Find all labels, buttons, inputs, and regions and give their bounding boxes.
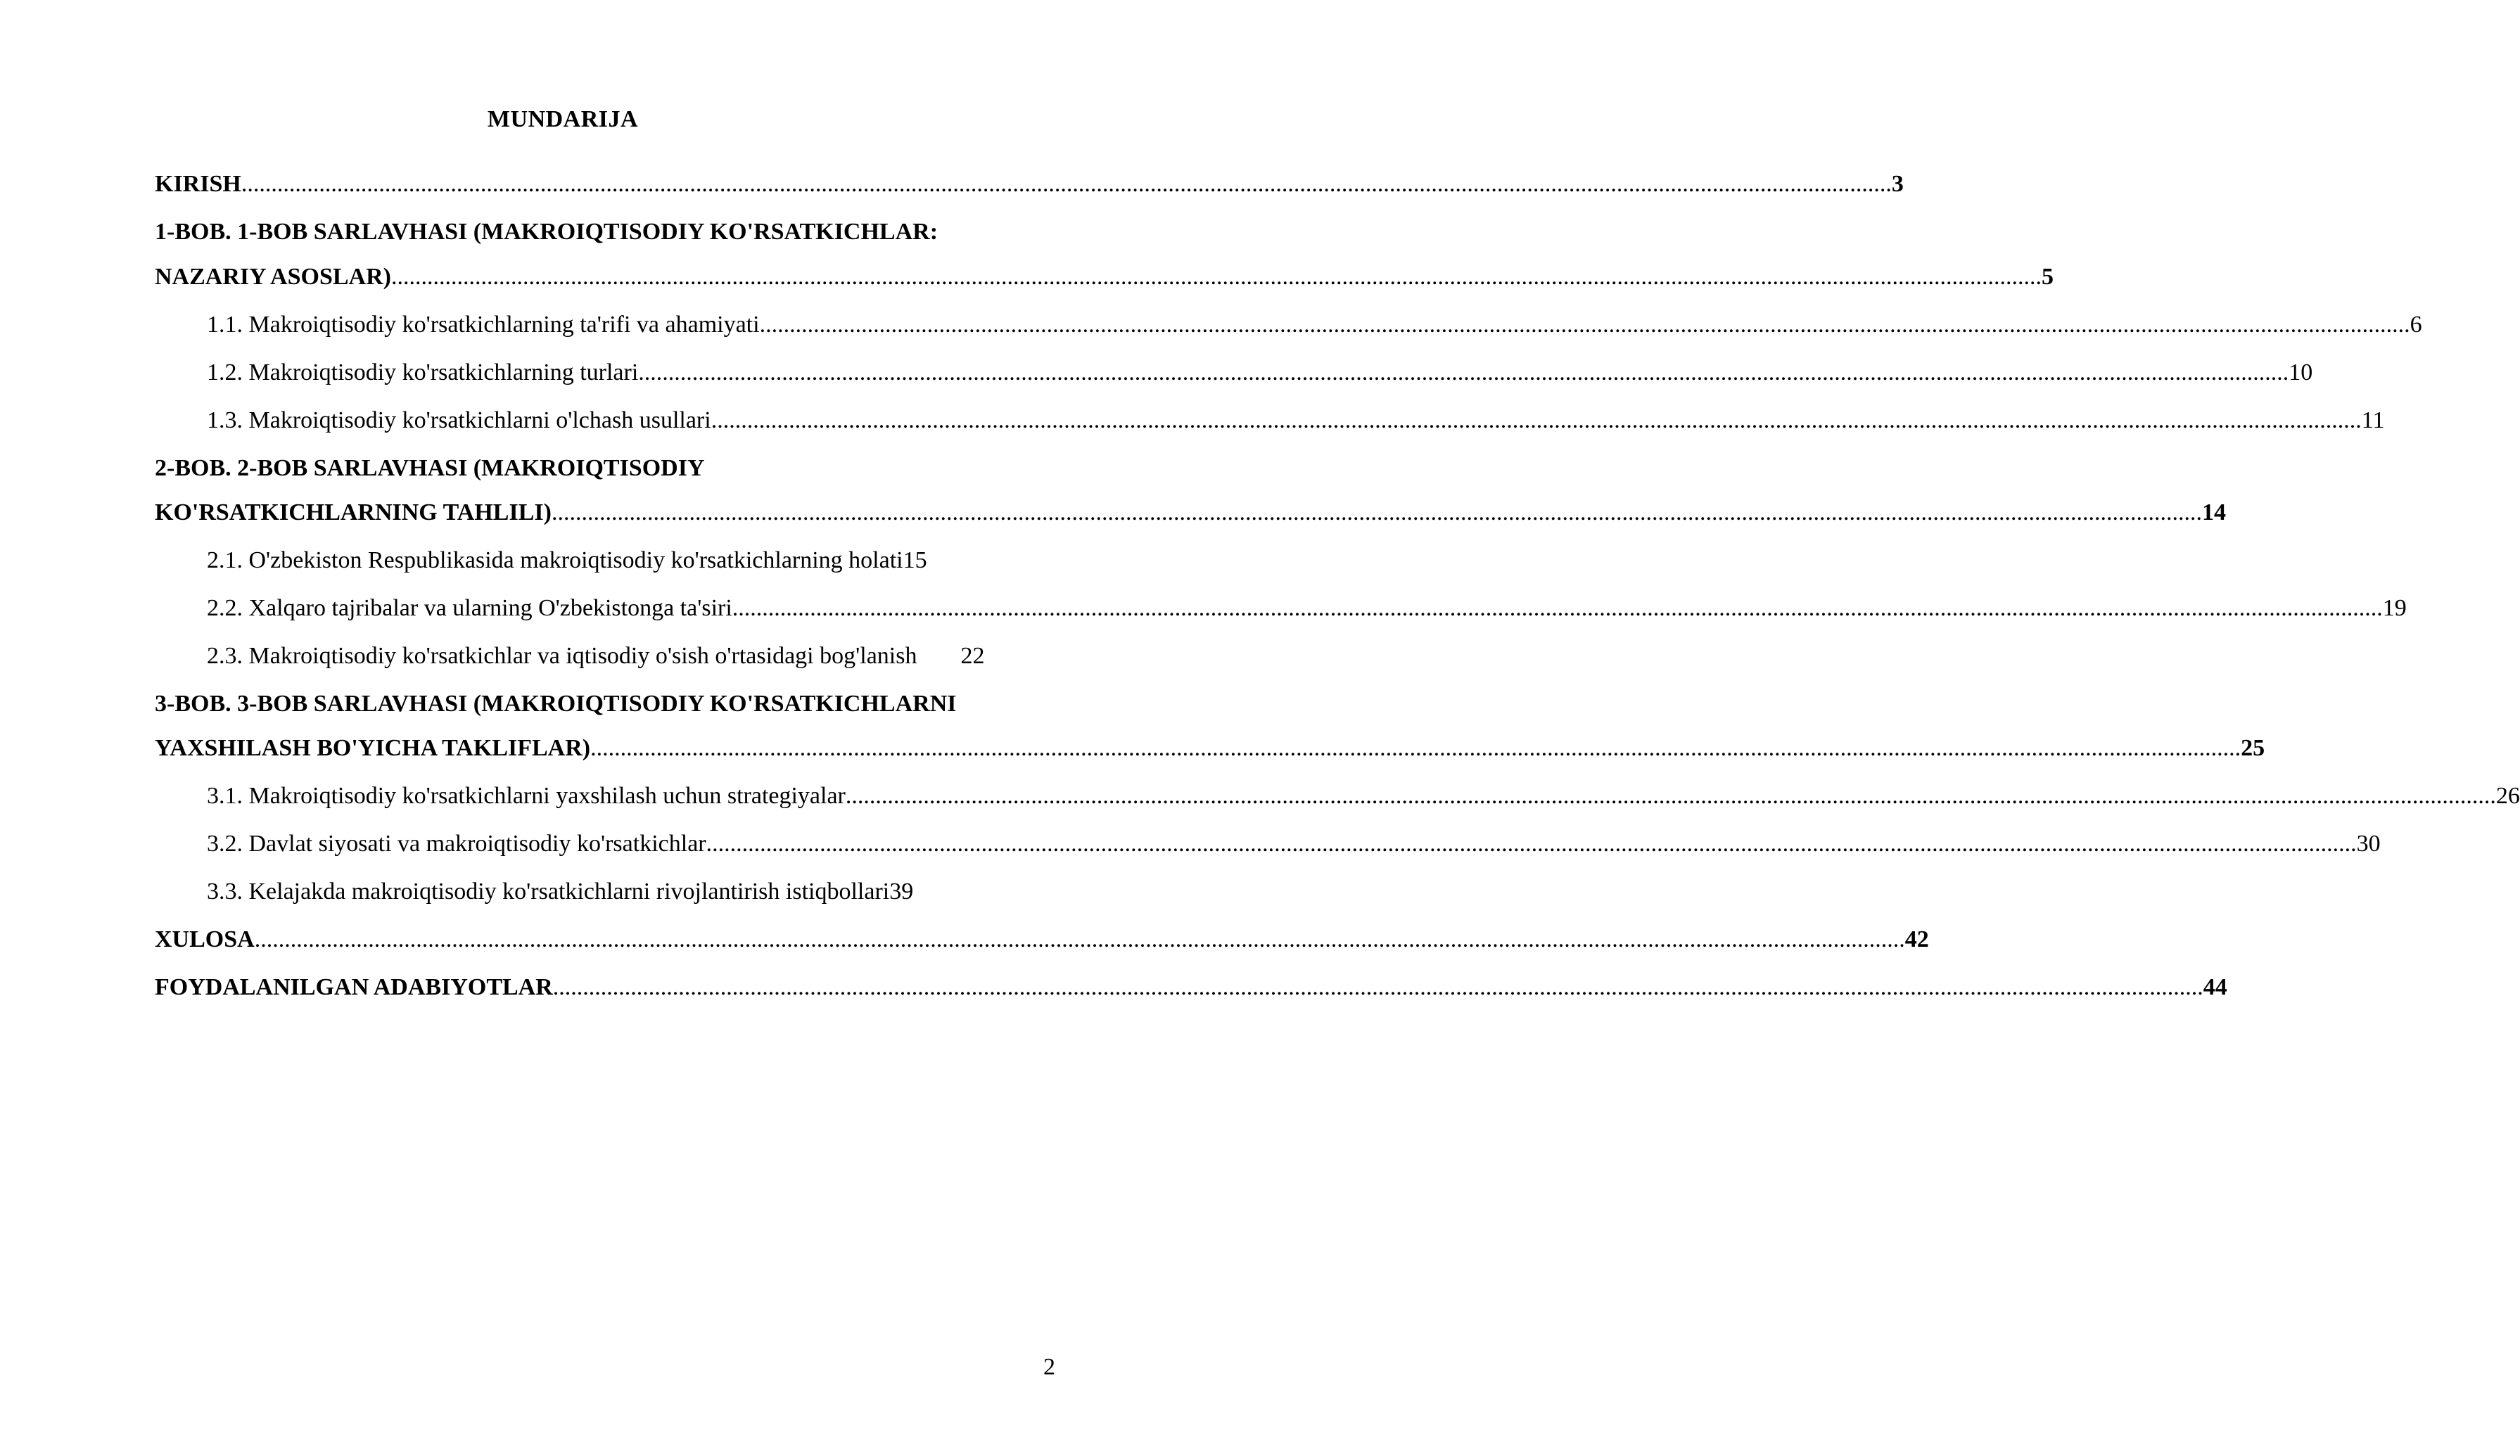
toc-entry-page: 15 (903, 547, 927, 573)
toc-chapter-2-title-line1[interactable] (155, 453, 705, 484)
dot-leader: .................................................................................................................................................................................................................................................................................... (390, 264, 2042, 290)
toc-entry-label: 2.1. O'zbekiston Respublikasida makroiqtisodiy ko'rsatkichlarning holati (207, 547, 903, 573)
toc-entry-label: 3.1. Makroiqtisodiy ko'rsatkichlarni yaxshilash uchun strategiyalar (207, 783, 846, 809)
dot-leader: .................................................................................................................................................................................................................................................................................... (552, 974, 2203, 1000)
toc-entry-label: KO'RSATKICHLARNING TAHLILI) (155, 499, 552, 525)
toc-chapter-3[interactable] (155, 733, 2265, 764)
toc-section-1-1[interactable] (207, 309, 2422, 340)
toc-section-3-1[interactable] (207, 781, 2520, 812)
dot-leader: .................................................................................................................................................................................................................................................................................... (241, 171, 1892, 197)
toc-section-3-3[interactable] (207, 876, 913, 907)
toc-section-1-3[interactable] (207, 405, 2385, 436)
toc-entry-label: XULOSA (155, 926, 255, 952)
toc-entry-label: 3-BOB. 3-BOB SARLAVHASI (MAKROIQTISODIY KO'RSATKICHLARNI (155, 691, 957, 717)
toc-entry-label: 1.3. Makroiqtisodiy ko'rsatkichlarni o'lchash usullari (207, 407, 711, 433)
toc-entry-page: 42 (1904, 926, 1929, 952)
toc-entry-label: 2.2. Xalqaro tajribalar va ularning O'zbekistonga ta'siri (207, 595, 732, 621)
toc-entry-page: 3 (1891, 171, 1904, 197)
toc-chapter-2[interactable] (155, 497, 2226, 528)
toc-entry-page: 44 (2203, 974, 2227, 1000)
page-title: MUNDARIJA (487, 106, 639, 132)
toc-entry-page: 26 (2495, 783, 2520, 809)
toc-chapter-3-title-line1[interactable] (155, 689, 957, 720)
toc-entry-label: 2-BOB. 2-BOB SARLAVHASI (MAKROIQTISODIY (155, 455, 705, 481)
toc-entry-label: NAZARIY ASOSLAR) (155, 264, 391, 290)
toc-entry-label: YAXSHILASH BO'YICHA TAKLIFLAR) (155, 735, 591, 761)
toc-entry-adabiyotlar[interactable] (155, 972, 2227, 1003)
dot-leader: .................................................................................................................................................................................................................................................................................... (638, 359, 2289, 385)
page-number: 2 (1043, 1354, 1055, 1380)
toc-entry-kirish[interactable] (155, 169, 1904, 200)
toc-entry-xulosa[interactable] (155, 924, 1929, 955)
toc-entry-page: 6 (2410, 312, 2422, 338)
dot-leader: .................................................................................................................................................................................................................................................................................... (254, 926, 1905, 952)
dot-leader: .................................................................................................................................................................................................................................................................................... (590, 735, 2241, 761)
toc-section-2-1[interactable] (207, 545, 927, 576)
toc-section-2-3[interactable] (207, 641, 984, 672)
toc-entry-page: 10 (2289, 359, 2313, 385)
toc-entry-label: 1.1. Makroiqtisodiy ko'rsatkichlarning ta'rifi va ahamiyati (207, 312, 760, 338)
toc-entry-label: 2.3. Makroiqtisodiy ko'rsatkichlar va iqtisodiy o'sish o'rtasidagi bog'lanish (207, 643, 917, 669)
dot-leader: .................................................................................................................................................................................................................................................................................... (845, 783, 2496, 809)
toc-chapter-1-title-line1[interactable] (155, 217, 938, 248)
toc-entry-label: 1.2. Makroiqtisodiy ko'rsatkichlarning turlari (207, 359, 639, 385)
dot-leader: .................................................................................................................................................................................................................................................................................... (732, 595, 2383, 621)
dot-leader: .................................................................................................................................................................................................................................................................................... (711, 407, 2362, 433)
toc-entry-page: 22 (960, 643, 985, 669)
toc-entry-label: 3.2. Davlat siyosati va makroiqtisodiy ko'rsatkichlar (207, 831, 706, 857)
toc-entry-label: 1-BOB. 1-BOB SARLAVHASI (MAKROIQTISODIY KO'RSATKICHLAR: (155, 219, 938, 245)
toc-section-3-2[interactable] (207, 829, 2381, 860)
toc-entry-label: FOYDALANILGAN ADABIYOTLAR (155, 974, 553, 1000)
toc-entry-page: 39 (889, 879, 914, 905)
dot-leader: .................................................................................................................................................................................................................................................................................... (551, 499, 2202, 525)
toc-section-2-2[interactable] (207, 593, 2407, 624)
toc-entry-label: KIRISH (155, 171, 241, 197)
toc-entry-page: 25 (2241, 735, 2265, 761)
dot-leader: .................................................................................................................................................................................................................................................................................... (706, 831, 2357, 857)
dot-leader: .................................................................................................................................................................................................................................................................................... (759, 312, 2410, 338)
toc-entry-page: 14 (2201, 499, 2226, 525)
toc-entry-page: 5 (2041, 264, 2054, 290)
toc-chapter-1[interactable] (155, 262, 2054, 293)
toc-entry-page: 19 (2382, 595, 2407, 621)
toc-section-1-2[interactable] (207, 357, 2313, 388)
toc-entry-label: 3.3. Kelajakda makroiqtisodiy ko'rsatkichlarni rivojlantirish istiqbollari (207, 879, 890, 905)
toc-entry-page: 30 (2356, 831, 2381, 857)
toc-entry-page: 11 (2361, 407, 2385, 433)
